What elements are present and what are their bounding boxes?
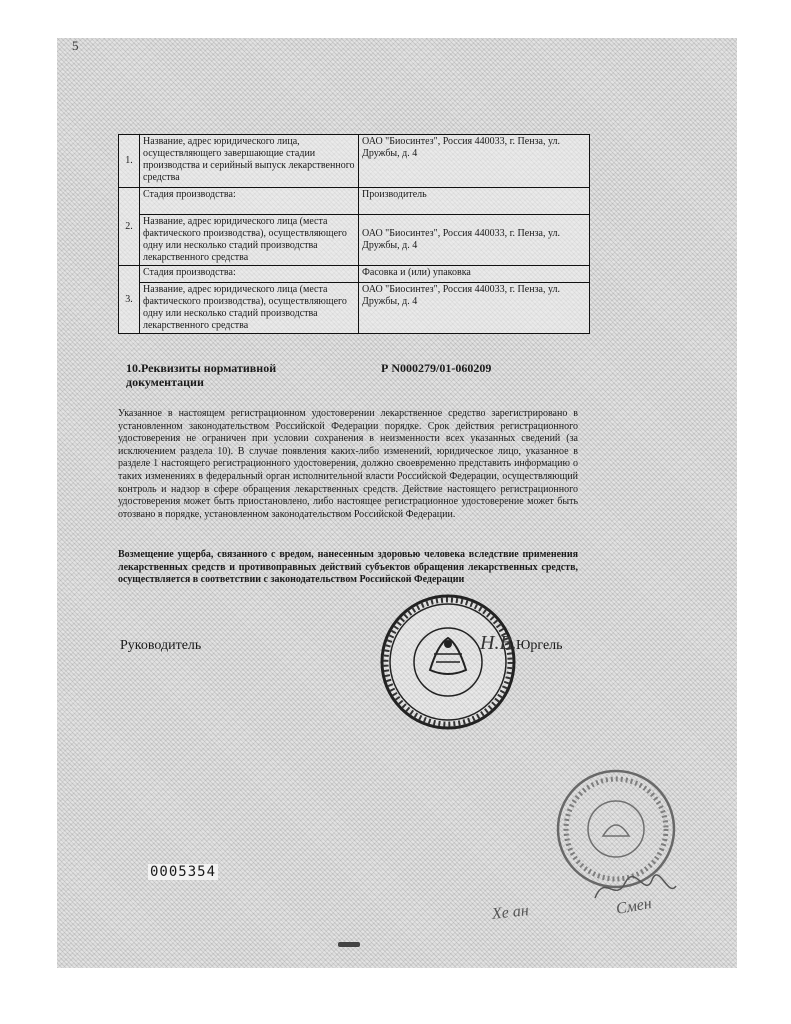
stage-label: Стадия производства: — [140, 266, 359, 283]
table-row — [119, 215, 590, 266]
signature-initials: Н.В. — [480, 632, 517, 654]
table-row — [119, 266, 590, 283]
row-number: 2. — [119, 188, 140, 266]
handwritten-note: Хе ан — [491, 902, 530, 923]
section-10-title: 10.Реквизиты нормативной документации — [126, 361, 277, 389]
table-row — [119, 283, 590, 334]
stage-label: Стадия производства: — [140, 188, 359, 215]
row-value: ОАО "Биосинтез", Россия 440033, г. Пенза, ул. Дружбы, д. 4 — [359, 215, 590, 266]
validity-paragraph: Указанное в настоящем регистрационном удостоверении лекарственное средство зарегистрировано в установленном законодательством Российской Федерации порядке. Срок действия регистрационного удостоверения не ограничен при условии сохранения в неизменности всех указанных сведений (за исключением раздела 10). В случае появления каких-либо изменений, юридическое лицо, указанное в разделе 1 настоящего регистрационного удостоверения, должно своевременно представить информацию о таких изменениях в федеральный орган исполнительной власти Российской Федерации, осуществляющий контроль и надзор в сфере обращения лекарственных средств. Действие настоящего регистрационного удостоверения может быть приостановлено, либо настоящее регистрационное удостоверение может быть отозвано в порядке, установленном законодательством Российской Федерации. — [118, 408, 578, 520]
signature-name: Юргель — [516, 638, 563, 653]
production-table — [118, 134, 590, 334]
serial-number: 0005354 — [150, 864, 217, 880]
stage-value: Производитель — [359, 188, 590, 215]
row-value: ОАО "Биосинтез", Россия 440033, г. Пенза, ул. Дружбы, д. 4 — [359, 135, 590, 188]
damages-paragraph: Возмещение ущерба, связанного с вредом, нанесенным здоровью человека вследствие применения лекарственных средств и противоправных действий субъектов обращения лекарственных средств, осуществляется в соответствии с законодательством Российской Федерации — [118, 549, 578, 586]
row-label: Название, адрес юридического лица, осуществляющего завершающие стадии производства и серийный выпуск лекарственного средства — [140, 135, 359, 188]
table-row — [119, 188, 590, 215]
page-mark — [338, 942, 360, 947]
row-number: 1. — [119, 135, 140, 188]
table-row — [119, 135, 590, 188]
row-number: 3. — [119, 266, 140, 334]
row-label: Название, адрес юридического лица (места фактического производства), осуществляющего одну или несколько стадий производства лекарственного средства — [140, 215, 359, 266]
signature-role: Руководитель — [120, 638, 202, 653]
row-label: Название, адрес юридического лица (места фактического производства), осуществляющего одну или несколько стадий производства лекарственного средства — [140, 283, 359, 334]
handwritten-note: Смен — [614, 895, 654, 918]
corner-mark: 5 — [72, 38, 79, 53]
official-seal-icon — [378, 592, 518, 737]
stage-value: Фасовка и (или) упаковка — [359, 266, 590, 283]
row-value: ОАО "Биосинтез", Россия 440033, г. Пенза, ул. Дружбы, д. 4 — [359, 283, 590, 334]
registration-number: Р N000279/01-060209 — [381, 361, 492, 375]
